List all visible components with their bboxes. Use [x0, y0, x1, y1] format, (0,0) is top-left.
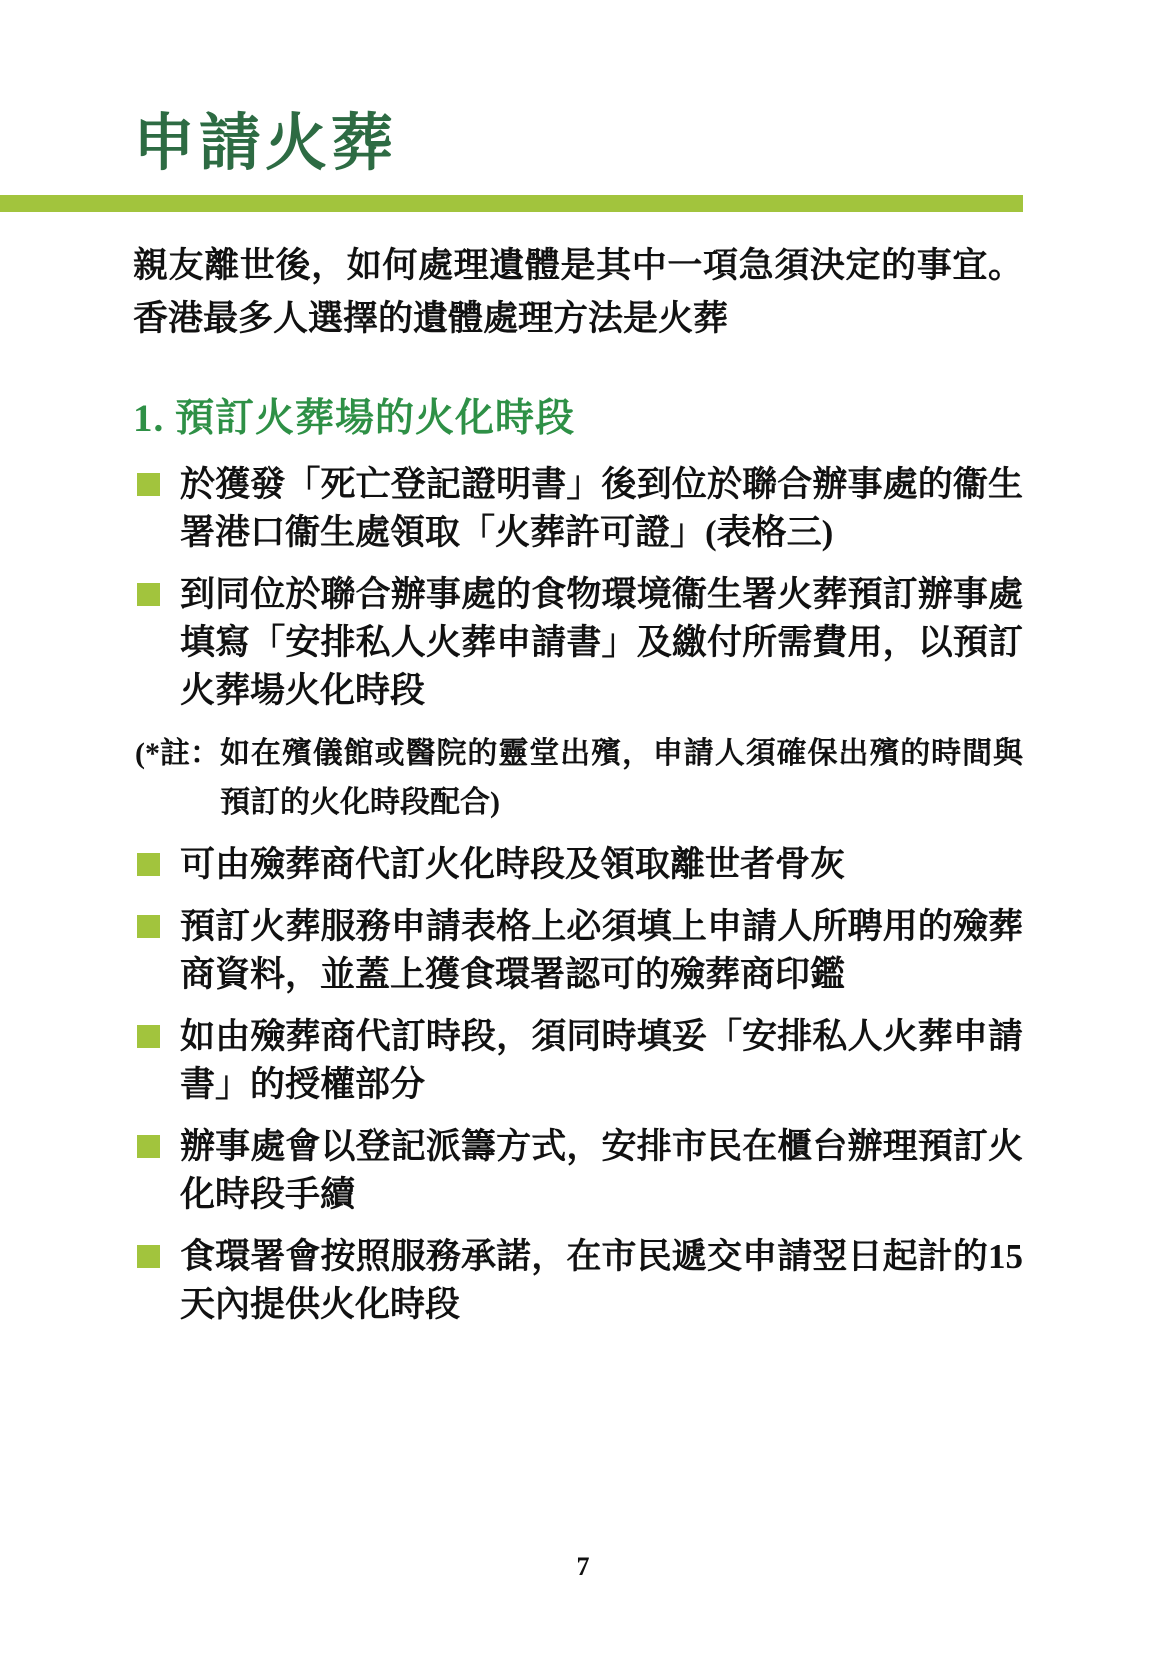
bullet-item [137, 461, 1023, 557]
bullet-square-icon [137, 915, 160, 938]
bullet-text: 預訂火葬服務申請表格上必須填上申請人所聘用的殮葬商資料，並蓋上獲食環署認可的殮葬商印鑑 [180, 907, 1023, 995]
section-heading: 1. 預訂火葬場的火化時段 [133, 397, 576, 441]
bullet-text: 到同位於聯合辦事處的食物環境衞生署火葬預訂辦事處填寫「安排私人火葬申請書」及繳付所需費用，以預訂火葬場火化時段 [180, 575, 1023, 711]
bullet-item [137, 1123, 1023, 1219]
bullet-item [137, 1233, 1023, 1329]
bullet-text: 於獲發「死亡登記證明書」後到位於聯合辦事處的衞生署港口衞生處領取「火葬許可證」(表格三) [180, 465, 1023, 553]
footnote-body: 如在殯儀館或醫院的靈堂出殯，申請人須確保出殯的時間與預訂的火化時段配合) [220, 737, 1023, 820]
bullet-square-icon [137, 473, 160, 496]
bullet-item [137, 903, 1023, 999]
bullet-square-icon [137, 583, 160, 606]
page-number: 7 [576, 1552, 590, 1581]
title-accent-bar [0, 195, 1023, 212]
bullet-list [0, 461, 1166, 1329]
bullet-text: 辦事處會以登記派籌方式，安排市民在櫃台辦理預訂火化時段手續 [180, 1127, 1023, 1215]
bullet-text: 可由殮葬商代訂火化時段及領取離世者骨灰 [180, 845, 846, 885]
bullet-item [137, 571, 1023, 715]
footnote [135, 729, 1023, 827]
bullet-text: 食環署會按照服務承諾，在市民遞交申請翌日起計的15天內提供火化時段 [180, 1237, 1023, 1325]
bullet-square-icon [137, 1245, 160, 1268]
bullet-item [137, 841, 1023, 889]
bullet-square-icon [137, 1135, 160, 1158]
page-title: 申請火葬 [133, 110, 398, 178]
intro-paragraph: 親友離世後，如何處理遺體是其中一項急須決定的事宜。香港最多人選擇的遺體處理方法是火葬 [133, 246, 1023, 339]
bullet-item [137, 1013, 1023, 1109]
bullet-square-icon [137, 853, 160, 876]
bullet-text: 如由殮葬商代訂時段，須同時填妥「安排私人火葬申請書」的授權部分 [180, 1017, 1023, 1105]
bullet-square-icon [137, 1025, 160, 1048]
footnote-prefix: (*註： [135, 737, 220, 771]
